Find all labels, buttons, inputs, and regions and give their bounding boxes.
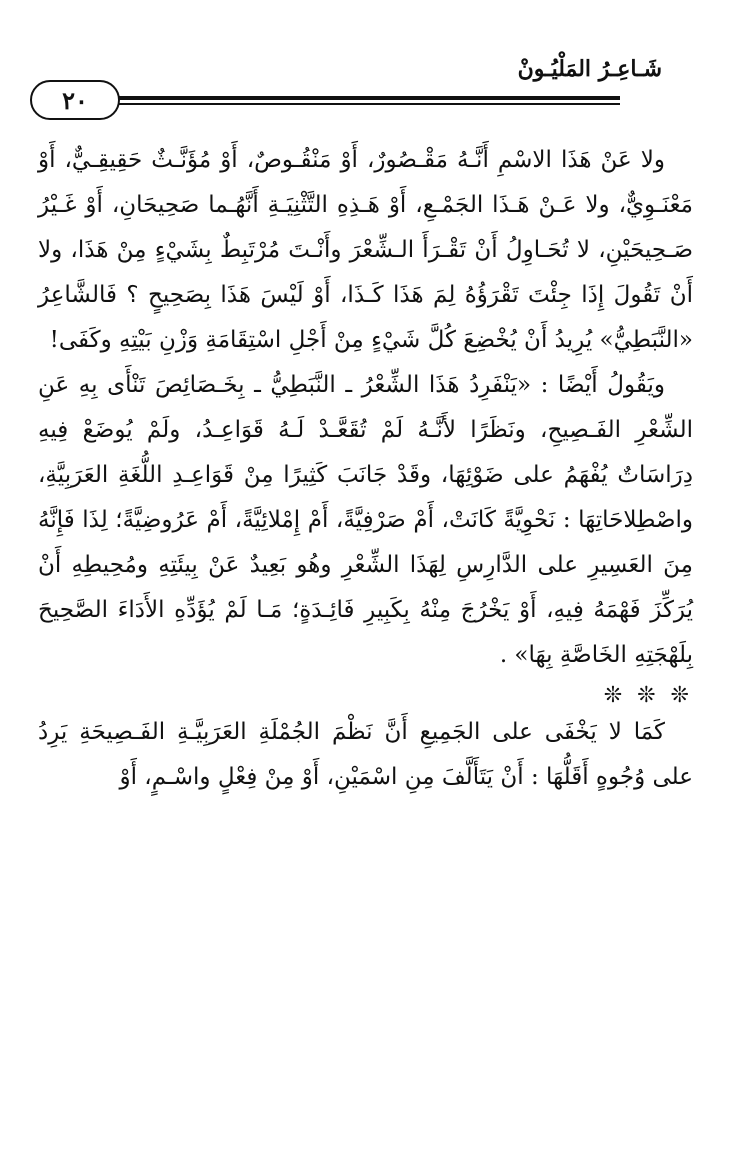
page-number-badge	[30, 80, 120, 120]
header-rule-thin	[110, 103, 620, 105]
paragraph-1: ولا عَنْ هَذَا الاسْمِ أَنَّـهُ مَقْـصُورٌ، أَوْ مَنْقُـوصٌ، أَوْ مُؤَنَّـثٌ حَقِيقِـيٌّ، أَوْ مَعْنَـوِيٌّ، ولا عَـنْ هَـذَا الجَمْـعِ، أَوْ هَـذِهِ التَّثْنِيَـةِ أَنَّهُـما صَحِيحَانِ، أَوْ غَـيْرُ صَـحِيحَيْنِ، لا تُحَـاوِلُ أَنْ تَقْـرَأَ الـشِّعْرَ وأَنْـتَ مُرْتَبِطٌ بِشَيْءٍ مِنْ هَذَا، ولا أَنْ تَقُولَ إِذَا جِئْتَ تَقْرَؤُهُ لِمَ هَذَا كَـذَا، أَوْ لَيْسَ هَذَا بِصَحِيحٍ ؟ فَالشَّاعِرُ «النَّبَطِيُّ» يُرِيدُ أَنْ يُخْضِعَ كُلَّ شَيْءٍ مِنْ أَجْلِ اسْتِقَامَةِ وَزْنِ بَيْتِهِ وكَفَى!	[38, 147, 693, 353]
header-rule	[110, 94, 620, 108]
body-text	[38, 138, 693, 800]
header-rule-thick	[110, 96, 620, 100]
page-number: ٢٠	[62, 85, 88, 115]
paragraph-2: ويَقُولُ أَيْضًا : «يَنْفَرِدُ هَذَا الشِّعْرُ ـ النَّبَطِيُّ ـ بِخَـصَائِصَ تَنْأَى بِهِ عَنِ الشِّعْرِ الفَـصِيحِ، ونَظَرًا لأَنَّـهُ لَمْ تُقَعَّـدْ لَـهُ قَوَاعِـدُ، ولَمْ يُوضَعْ فِيهِ دِرَاسَاتٌ يُفْهَمُ على ضَوْئِهَا، وقَدْ جَانَبَ كَثِيرًا مِنْ قَوَاعِـدِ اللُّغَةِ العَرَبِيَّةِ، واصْطِلاحَاتِهَا : نَحْوِيَّةً كَانَتْ، أَمْ صَرْفِيَّةً، أَمْ إِمْلائِيَّةً، أَمْ عَرُوضِيَّةً؛ لِذَا فَإِنَّهُ مِنَ العَسِيرِ على الدَّارِسِ لِهَذَا الشِّعْرِ وهُو بَعِيدٌ عَنْ بِيئَتِهِ ومُحِيطِهِ أَنْ يُرَكِّزَ فَهْمَهُ فِيهِ، أَوْ يَخْرُجَ مِنْهُ بِكَبِيرِ فَائِـدَةٍ؛ مَـا لَمْ يُؤَدِّهِ الأَدَاءَ الصَّحِيحَ بِلَهْجَتِهِ الخَاصَّةِ بِهَا» .	[38, 372, 693, 668]
section-separator: ❊ ❊ ❊	[603, 683, 693, 708]
page-header	[30, 50, 700, 130]
paragraph-3: كَمَا لا يَخْفَى على الجَمِيعِ أَنَّ نَظْمَ الجُمْلَةِ العَرَبِيَّـةِ الفَـصِيحَةِ يَرِدُ على وُجُوهٍ أَقَلُّهَا : أَنْ يَتَأَلَّفَ مِنِ اسْمَيْنِ، أَوْ مِنْ فِعْلٍ واسْـمٍ، أَوْ	[38, 719, 693, 790]
running-title: شَـاعِـرُ المَلْيُـونْ	[517, 56, 662, 82]
